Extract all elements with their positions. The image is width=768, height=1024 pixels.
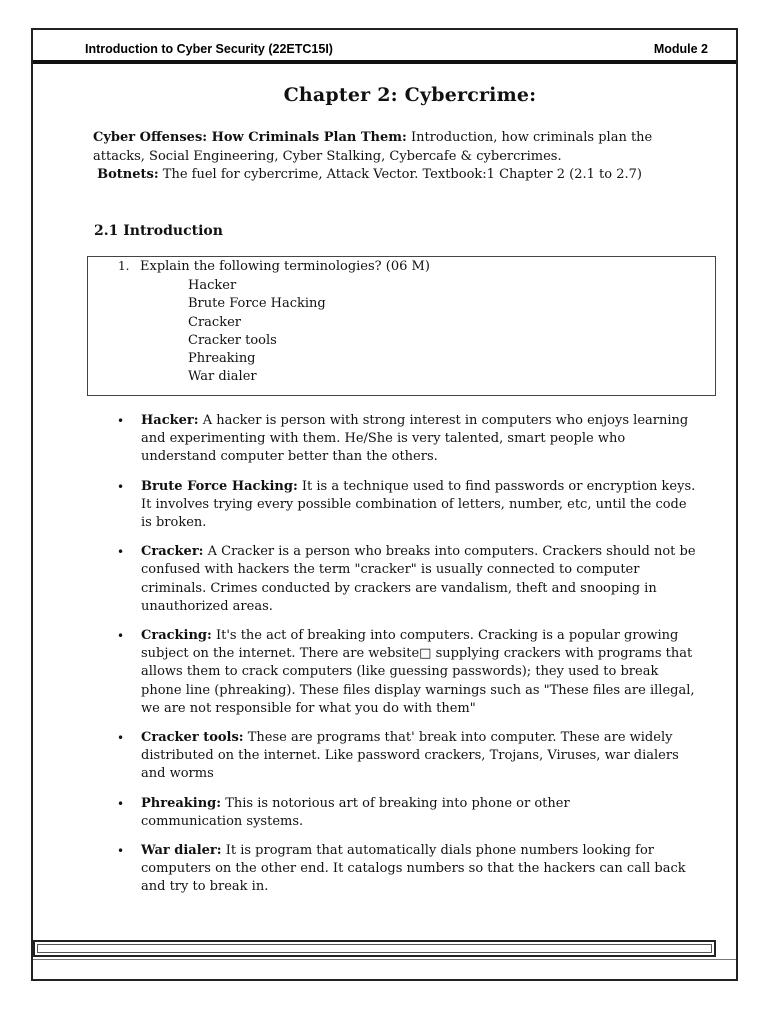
- bullet-icon: •: [117, 414, 125, 428]
- footer-rule: [33, 959, 736, 960]
- definition-line: [141, 627, 719, 645]
- definition-line: [141, 412, 719, 430]
- definition-term: Cracking:: [141, 628, 212, 644]
- definition-line: confused with hackers the term "cracker" is usually connected to computer: [141, 562, 640, 578]
- section-heading: 2.1 Introduction: [94, 223, 223, 239]
- syllabus-text: The fuel for cybercrime, Attack Vector. Textbook:1 Chapter 2 (2.1 to 2.7): [158, 167, 642, 182]
- definition-item: [117, 842, 719, 897]
- definition-item: [117, 543, 719, 616]
- definition-line: allows them to crack computers (like guessing passwords); they used to break: [141, 664, 659, 680]
- definition-term: Brute Force Hacking:: [141, 478, 298, 494]
- syllabus-summary: [93, 129, 713, 185]
- definition-text: It is a technique used to find passwords or encryption keys.: [301, 478, 696, 494]
- definition-line: and worms: [141, 766, 214, 782]
- definition-text: This is notorious art of breaking into phone or other: [225, 795, 570, 811]
- definition-term: Phreaking:: [141, 795, 222, 811]
- term-label: Cracker: [188, 314, 241, 330]
- question-number: 1.: [118, 259, 130, 273]
- bullet-icon: •: [117, 844, 125, 859]
- definition-term: War dialer:: [141, 843, 222, 859]
- definition-line: understand computer better than the others.: [141, 449, 438, 465]
- definition-line: It involves trying every possible combination of letters, number, etc, until the code: [141, 496, 687, 512]
- bullet-icon: •: [117, 629, 125, 644]
- module-label: Module 2: [653, 42, 708, 56]
- syllabus-heading: Cyber Offenses: How Criminals Plan Them:: [93, 130, 407, 145]
- definition-line: [141, 478, 719, 496]
- definition-term: Cracker tools:: [141, 730, 244, 746]
- footer-bar-inner: [37, 944, 712, 953]
- definition-line: [141, 543, 719, 561]
- definition-text: A hacker is person with strong interest in computers who enjoys learning: [202, 413, 689, 428]
- definition-line: is broken.: [141, 515, 207, 531]
- definition-item: [117, 412, 719, 467]
- definition-item: [117, 729, 719, 784]
- definition-list: [117, 412, 719, 908]
- definition-line: unauthorized areas.: [141, 598, 273, 614]
- definition-item: [117, 795, 719, 831]
- chapter-title: Chapter 2: Cybercrime:: [283, 84, 537, 106]
- definition-line: computers on the other end. It catalogs numbers so that the hackers can call back: [141, 861, 686, 877]
- term-label: Brute Force Hacking: [188, 296, 326, 312]
- definition-line: we are not responsible for what you do with them": [141, 700, 476, 716]
- syllabus-heading: Botnets:: [97, 167, 159, 182]
- syllabus-line-3: [93, 166, 713, 185]
- definition-line: distributed on the internet. Like password crackers, Trojans, Viruses, war dialers: [141, 748, 679, 764]
- question-box: [87, 256, 716, 396]
- question: [118, 259, 430, 274]
- term-label: Phreaking: [188, 351, 256, 367]
- bullet-icon: •: [117, 479, 125, 494]
- definition-term: Hacker:: [141, 413, 199, 428]
- footer-bar: [33, 940, 716, 957]
- bullet-icon: •: [117, 545, 125, 560]
- definition-item: [117, 478, 719, 533]
- definition-line: communication systems.: [141, 813, 304, 829]
- question-text: Explain the following terminologies? (06 M): [140, 259, 430, 274]
- definition-line: and try to break in.: [141, 879, 269, 895]
- syllabus-line-1: [93, 129, 713, 148]
- definition-line: and experimenting with them. He/She is very talented, smart people who: [141, 431, 626, 447]
- definition-text: These are programs that' break into computer. These are widely: [247, 730, 673, 746]
- definition-line: criminals. Crimes conducted by crackers are vandalism, theft and snooping in: [141, 580, 657, 596]
- definition-text: It's the act of breaking into computers. Cracking is a popular growing: [215, 628, 679, 644]
- definition-text: A Cracker is a person who breaks into computers. Crackers should not be: [207, 544, 696, 560]
- definition-line: [141, 729, 719, 747]
- syllabus-line-2: attacks, Social Engineering, Cyber Stalking, Cybercafe & cybercrimes.: [93, 148, 562, 164]
- term-label: Cracker tools: [188, 332, 277, 348]
- definition-line: subject on the internet. There are website□ supplying crackers with programs that: [141, 646, 693, 662]
- definition-item: [117, 627, 719, 718]
- definition-term: Cracker:: [141, 544, 204, 560]
- term-label: War dialer: [188, 369, 257, 385]
- definition-line: [141, 795, 719, 813]
- bullet-icon: •: [117, 731, 125, 746]
- syllabus-text: Introduction, how criminals plan the: [406, 130, 653, 145]
- bullet-icon: •: [117, 796, 125, 811]
- term-label: Hacker: [188, 278, 237, 293]
- course-title: Introduction to Cyber Security (22ETC15I): [85, 42, 333, 56]
- definition-text: It is program that automatically dials phone numbers looking for: [225, 843, 654, 859]
- definition-line: phone line (phreaking). These files display warnings such as "These files are illegal,: [141, 682, 695, 698]
- definition-line: [141, 842, 719, 860]
